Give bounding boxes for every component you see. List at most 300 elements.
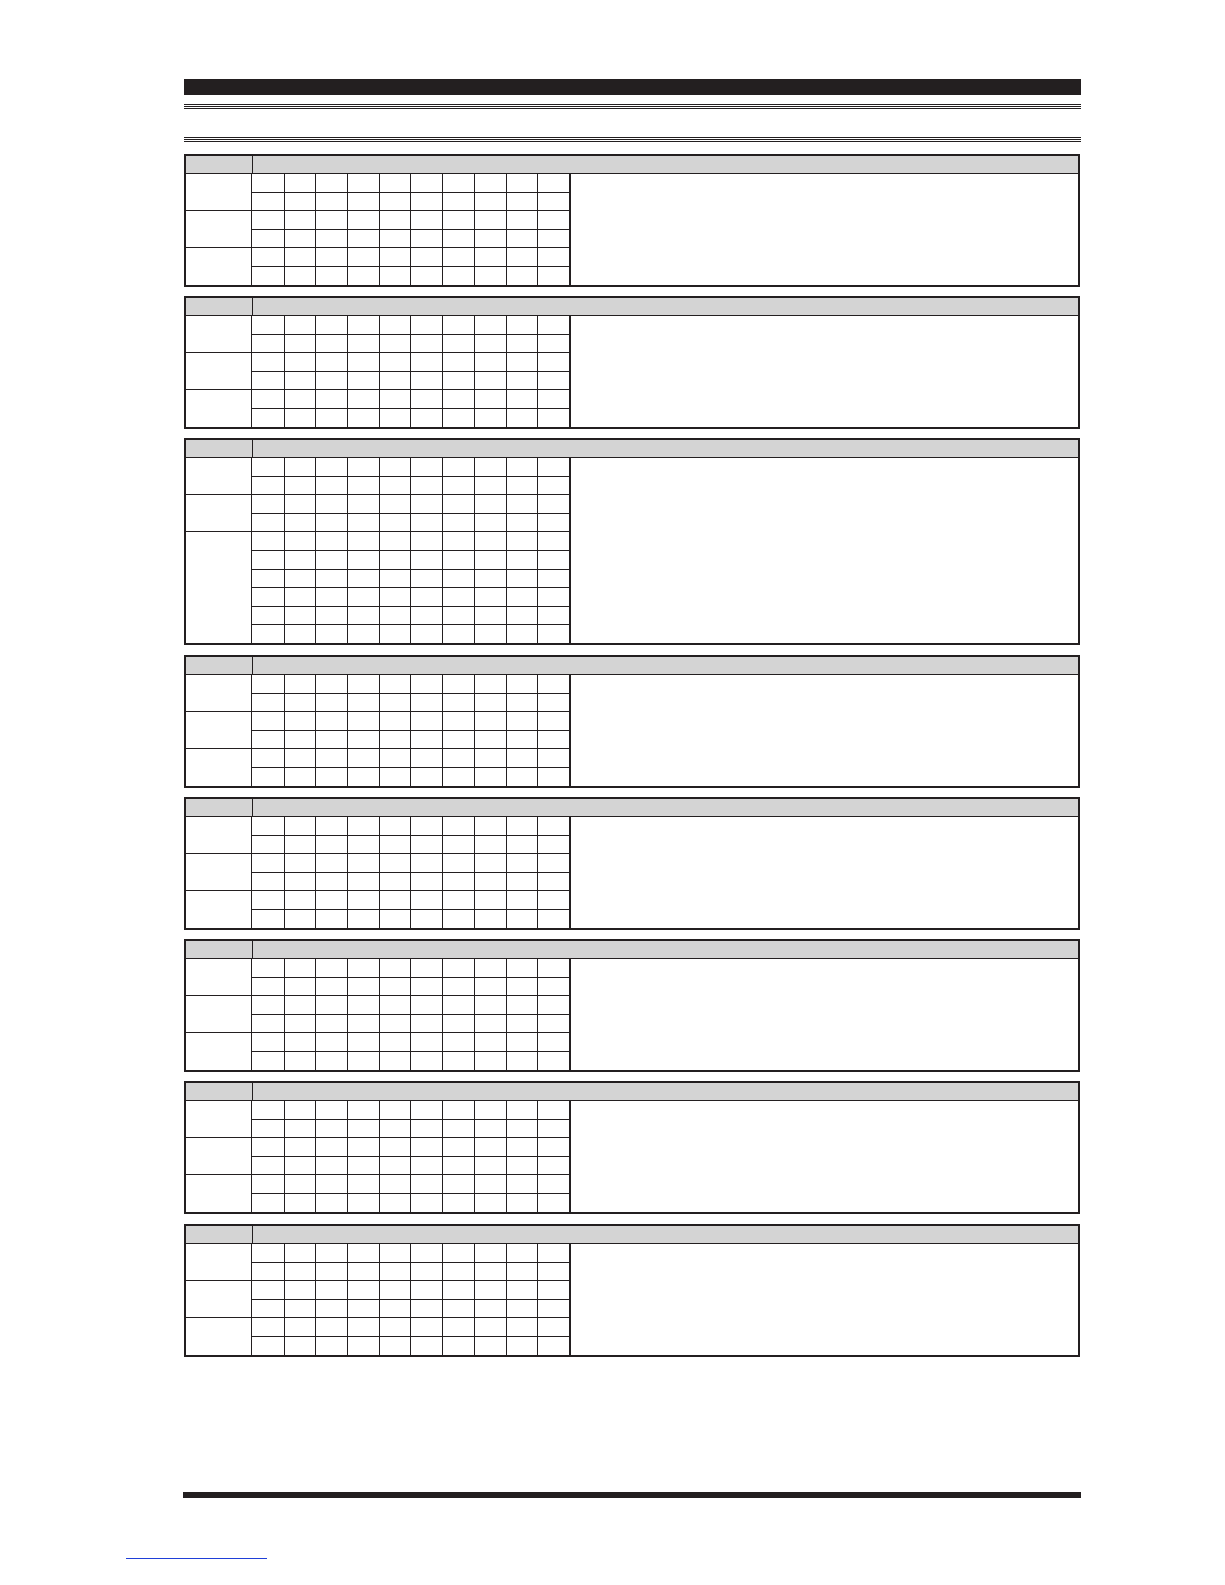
- character-cell[interactable]: [537, 174, 570, 193]
- character-cell[interactable]: [347, 694, 380, 713]
- character-cell[interactable]: [474, 606, 507, 625]
- character-cell[interactable]: [506, 1175, 539, 1194]
- character-cell[interactable]: [506, 267, 539, 286]
- character-cell[interactable]: [474, 267, 507, 286]
- character-cell[interactable]: [442, 625, 475, 644]
- character-cell[interactable]: [252, 836, 285, 855]
- character-cell[interactable]: [347, 458, 380, 477]
- character-cell[interactable]: [252, 514, 285, 533]
- character-cell[interactable]: [537, 353, 570, 372]
- character-cell[interactable]: [537, 316, 570, 335]
- character-cell[interactable]: [315, 211, 348, 230]
- character-cell[interactable]: [379, 588, 412, 607]
- character-cell[interactable]: [252, 193, 285, 212]
- character-cell[interactable]: [506, 353, 539, 372]
- character-cell[interactable]: [442, 588, 475, 607]
- character-cell[interactable]: [537, 749, 570, 768]
- character-cell[interactable]: [284, 817, 317, 836]
- character-cell[interactable]: [537, 712, 570, 731]
- character-cell[interactable]: [284, 996, 317, 1015]
- character-cell[interactable]: [506, 248, 539, 267]
- character-cell[interactable]: [284, 1318, 317, 1337]
- character-cell[interactable]: [315, 1175, 348, 1194]
- character-cell[interactable]: [315, 1244, 348, 1263]
- character-cell[interactable]: [537, 1300, 570, 1319]
- character-cell[interactable]: [347, 1244, 380, 1263]
- character-cell[interactable]: [411, 1281, 444, 1300]
- character-cell[interactable]: [442, 569, 475, 588]
- character-cell[interactable]: [411, 712, 444, 731]
- character-cell[interactable]: [474, 1052, 507, 1071]
- character-cell[interactable]: [379, 731, 412, 750]
- character-cell[interactable]: [347, 606, 380, 625]
- character-cell[interactable]: [284, 211, 317, 230]
- character-cell[interactable]: [506, 1033, 539, 1052]
- character-cell[interactable]: [252, 1015, 285, 1034]
- character-cell[interactable]: [474, 1120, 507, 1139]
- character-cell[interactable]: [315, 959, 348, 978]
- character-cell[interactable]: [379, 1157, 412, 1176]
- character-cell[interactable]: [537, 477, 570, 496]
- character-cell[interactable]: [347, 1157, 380, 1176]
- record-notes[interactable]: [570, 174, 1082, 285]
- character-cell[interactable]: [506, 1244, 539, 1263]
- character-cell[interactable]: [474, 409, 507, 428]
- character-cell[interactable]: [474, 817, 507, 836]
- character-cell[interactable]: [506, 174, 539, 193]
- character-cell[interactable]: [315, 514, 348, 533]
- character-cell[interactable]: [379, 606, 412, 625]
- character-cell[interactable]: [315, 353, 348, 372]
- character-cell[interactable]: [252, 248, 285, 267]
- character-cell[interactable]: [537, 551, 570, 570]
- character-cell[interactable]: [411, 1194, 444, 1213]
- character-cell[interactable]: [411, 749, 444, 768]
- character-cell[interactable]: [442, 174, 475, 193]
- character-cell[interactable]: [411, 372, 444, 391]
- character-cell[interactable]: [315, 1318, 348, 1337]
- character-cell[interactable]: [347, 1318, 380, 1337]
- character-cell[interactable]: [442, 458, 475, 477]
- character-cell[interactable]: [411, 211, 444, 230]
- character-cell[interactable]: [411, 996, 444, 1015]
- character-cell[interactable]: [379, 551, 412, 570]
- character-cell[interactable]: [537, 959, 570, 978]
- character-cell[interactable]: [442, 532, 475, 551]
- character-cell[interactable]: [442, 836, 475, 855]
- character-cell[interactable]: [474, 514, 507, 533]
- character-cell[interactable]: [474, 959, 507, 978]
- character-cell[interactable]: [252, 996, 285, 1015]
- character-cell[interactable]: [284, 267, 317, 286]
- character-cell[interactable]: [252, 1101, 285, 1120]
- character-cell[interactable]: [315, 569, 348, 588]
- character-cell[interactable]: [411, 959, 444, 978]
- character-cell[interactable]: [315, 588, 348, 607]
- character-cell[interactable]: [537, 495, 570, 514]
- character-cell[interactable]: [474, 174, 507, 193]
- character-cell[interactable]: [411, 1120, 444, 1139]
- character-cell[interactable]: [442, 1263, 475, 1282]
- character-cell[interactable]: [474, 1175, 507, 1194]
- character-cell[interactable]: [442, 712, 475, 731]
- character-cell[interactable]: [537, 1138, 570, 1157]
- character-cell[interactable]: [442, 1157, 475, 1176]
- character-cell[interactable]: [411, 316, 444, 335]
- character-cell[interactable]: [442, 694, 475, 713]
- character-cell[interactable]: [252, 1194, 285, 1213]
- character-cell[interactable]: [506, 477, 539, 496]
- character-cell[interactable]: [284, 230, 317, 249]
- character-cell[interactable]: [411, 1300, 444, 1319]
- character-cell[interactable]: [506, 606, 539, 625]
- character-cell[interactable]: [474, 1015, 507, 1034]
- character-cell[interactable]: [411, 817, 444, 836]
- character-cell[interactable]: [315, 675, 348, 694]
- character-cell[interactable]: [474, 1244, 507, 1263]
- character-cell[interactable]: [315, 458, 348, 477]
- character-cell[interactable]: [411, 873, 444, 892]
- character-cell[interactable]: [411, 569, 444, 588]
- character-cell[interactable]: [252, 731, 285, 750]
- character-cell[interactable]: [379, 1337, 412, 1356]
- character-cell[interactable]: [474, 353, 507, 372]
- character-cell[interactable]: [284, 372, 317, 391]
- character-cell[interactable]: [315, 1281, 348, 1300]
- character-cell[interactable]: [506, 1194, 539, 1213]
- character-cell[interactable]: [442, 514, 475, 533]
- footer-link[interactable]: [126, 1558, 267, 1559]
- character-cell[interactable]: [442, 1101, 475, 1120]
- character-cell[interactable]: [379, 817, 412, 836]
- character-cell[interactable]: [315, 1194, 348, 1213]
- character-cell[interactable]: [315, 694, 348, 713]
- character-cell[interactable]: [252, 211, 285, 230]
- character-cell[interactable]: [474, 458, 507, 477]
- character-cell[interactable]: [252, 569, 285, 588]
- character-cell[interactable]: [315, 532, 348, 551]
- character-cell[interactable]: [537, 230, 570, 249]
- character-cell[interactable]: [411, 532, 444, 551]
- record-notes[interactable]: [570, 1244, 1082, 1355]
- character-cell[interactable]: [537, 836, 570, 855]
- character-cell[interactable]: [442, 1052, 475, 1071]
- character-cell[interactable]: [474, 978, 507, 997]
- character-cell[interactable]: [252, 712, 285, 731]
- character-cell[interactable]: [252, 959, 285, 978]
- character-cell[interactable]: [315, 625, 348, 644]
- character-cell[interactable]: [284, 1120, 317, 1139]
- character-cell[interactable]: [252, 1318, 285, 1337]
- character-cell[interactable]: [315, 335, 348, 354]
- character-cell[interactable]: [442, 731, 475, 750]
- character-cell[interactable]: [379, 959, 412, 978]
- character-cell[interactable]: [537, 588, 570, 607]
- character-cell[interactable]: [474, 1194, 507, 1213]
- character-cell[interactable]: [252, 551, 285, 570]
- character-cell[interactable]: [379, 996, 412, 1015]
- character-cell[interactable]: [252, 749, 285, 768]
- character-cell[interactable]: [379, 316, 412, 335]
- character-cell[interactable]: [252, 588, 285, 607]
- character-cell[interactable]: [347, 768, 380, 787]
- character-cell[interactable]: [315, 1015, 348, 1034]
- character-cell[interactable]: [284, 174, 317, 193]
- character-cell[interactable]: [506, 211, 539, 230]
- character-cell[interactable]: [537, 514, 570, 533]
- character-cell[interactable]: [379, 1194, 412, 1213]
- character-cell[interactable]: [506, 836, 539, 855]
- character-cell[interactable]: [442, 959, 475, 978]
- character-cell[interactable]: [411, 514, 444, 533]
- character-cell[interactable]: [379, 495, 412, 514]
- character-cell[interactable]: [347, 1138, 380, 1157]
- character-cell[interactable]: [506, 978, 539, 997]
- character-cell[interactable]: [537, 409, 570, 428]
- character-cell[interactable]: [347, 248, 380, 267]
- character-cell[interactable]: [506, 712, 539, 731]
- character-cell[interactable]: [284, 1281, 317, 1300]
- character-cell[interactable]: [347, 836, 380, 855]
- character-cell[interactable]: [315, 372, 348, 391]
- character-cell[interactable]: [379, 910, 412, 929]
- character-cell[interactable]: [537, 1052, 570, 1071]
- character-cell[interactable]: [537, 873, 570, 892]
- character-cell[interactable]: [474, 675, 507, 694]
- character-cell[interactable]: [474, 211, 507, 230]
- character-cell[interactable]: [506, 1052, 539, 1071]
- record-notes[interactable]: [570, 959, 1082, 1070]
- character-cell[interactable]: [442, 1175, 475, 1194]
- character-cell[interactable]: [506, 625, 539, 644]
- character-cell[interactable]: [252, 458, 285, 477]
- character-cell[interactable]: [284, 1101, 317, 1120]
- character-cell[interactable]: [442, 193, 475, 212]
- character-cell[interactable]: [379, 1244, 412, 1263]
- character-cell[interactable]: [506, 1300, 539, 1319]
- character-cell[interactable]: [347, 532, 380, 551]
- character-cell[interactable]: [315, 891, 348, 910]
- character-cell[interactable]: [474, 694, 507, 713]
- character-cell[interactable]: [537, 817, 570, 836]
- character-cell[interactable]: [474, 390, 507, 409]
- character-cell[interactable]: [252, 625, 285, 644]
- character-cell[interactable]: [442, 675, 475, 694]
- character-cell[interactable]: [315, 836, 348, 855]
- character-cell[interactable]: [474, 1033, 507, 1052]
- character-cell[interactable]: [474, 1263, 507, 1282]
- character-cell[interactable]: [411, 854, 444, 873]
- character-cell[interactable]: [315, 1120, 348, 1139]
- character-cell[interactable]: [347, 316, 380, 335]
- character-cell[interactable]: [411, 1175, 444, 1194]
- character-cell[interactable]: [284, 1337, 317, 1356]
- character-cell[interactable]: [252, 1157, 285, 1176]
- character-cell[interactable]: [506, 910, 539, 929]
- character-cell[interactable]: [474, 910, 507, 929]
- character-cell[interactable]: [379, 477, 412, 496]
- character-cell[interactable]: [474, 625, 507, 644]
- character-cell[interactable]: [252, 675, 285, 694]
- character-cell[interactable]: [284, 335, 317, 354]
- character-cell[interactable]: [284, 1244, 317, 1263]
- character-cell[interactable]: [537, 532, 570, 551]
- character-cell[interactable]: [252, 1263, 285, 1282]
- character-cell[interactable]: [315, 193, 348, 212]
- character-cell[interactable]: [379, 569, 412, 588]
- character-cell[interactable]: [252, 316, 285, 335]
- character-cell[interactable]: [284, 1300, 317, 1319]
- character-cell[interactable]: [252, 1337, 285, 1356]
- character-cell[interactable]: [442, 551, 475, 570]
- character-cell[interactable]: [315, 1300, 348, 1319]
- character-cell[interactable]: [537, 606, 570, 625]
- character-cell[interactable]: [379, 532, 412, 551]
- character-cell[interactable]: [252, 854, 285, 873]
- character-cell[interactable]: [379, 230, 412, 249]
- character-cell[interactable]: [474, 532, 507, 551]
- character-cell[interactable]: [537, 891, 570, 910]
- character-cell[interactable]: [506, 390, 539, 409]
- character-cell[interactable]: [284, 569, 317, 588]
- character-cell[interactable]: [284, 606, 317, 625]
- character-cell[interactable]: [506, 372, 539, 391]
- character-cell[interactable]: [474, 1337, 507, 1356]
- character-cell[interactable]: [506, 1015, 539, 1034]
- character-cell[interactable]: [442, 1120, 475, 1139]
- character-cell[interactable]: [347, 1281, 380, 1300]
- character-cell[interactable]: [252, 390, 285, 409]
- character-cell[interactable]: [474, 891, 507, 910]
- character-cell[interactable]: [284, 458, 317, 477]
- character-cell[interactable]: [284, 959, 317, 978]
- character-cell[interactable]: [474, 1281, 507, 1300]
- character-cell[interactable]: [506, 551, 539, 570]
- character-cell[interactable]: [506, 873, 539, 892]
- character-cell[interactable]: [537, 1157, 570, 1176]
- character-cell[interactable]: [284, 409, 317, 428]
- character-cell[interactable]: [474, 873, 507, 892]
- character-cell[interactable]: [411, 248, 444, 267]
- character-cell[interactable]: [474, 372, 507, 391]
- character-cell[interactable]: [411, 694, 444, 713]
- character-cell[interactable]: [315, 731, 348, 750]
- character-cell[interactable]: [442, 978, 475, 997]
- character-cell[interactable]: [442, 1244, 475, 1263]
- character-cell[interactable]: [506, 891, 539, 910]
- character-cell[interactable]: [315, 712, 348, 731]
- character-cell[interactable]: [442, 409, 475, 428]
- character-cell[interactable]: [252, 372, 285, 391]
- character-cell[interactable]: [506, 458, 539, 477]
- character-cell[interactable]: [284, 873, 317, 892]
- character-cell[interactable]: [315, 409, 348, 428]
- character-cell[interactable]: [506, 1281, 539, 1300]
- character-cell[interactable]: [284, 532, 317, 551]
- character-cell[interactable]: [284, 910, 317, 929]
- character-cell[interactable]: [379, 1138, 412, 1157]
- character-cell[interactable]: [506, 193, 539, 212]
- character-cell[interactable]: [315, 230, 348, 249]
- character-cell[interactable]: [411, 1138, 444, 1157]
- character-cell[interactable]: [379, 1318, 412, 1337]
- character-cell[interactable]: [347, 477, 380, 496]
- record-notes[interactable]: [570, 458, 1082, 643]
- character-cell[interactable]: [315, 390, 348, 409]
- character-cell[interactable]: [411, 1337, 444, 1356]
- character-cell[interactable]: [284, 891, 317, 910]
- character-cell[interactable]: [379, 625, 412, 644]
- character-cell[interactable]: [474, 1300, 507, 1319]
- character-cell[interactable]: [411, 910, 444, 929]
- character-cell[interactable]: [379, 768, 412, 787]
- character-cell[interactable]: [442, 1337, 475, 1356]
- character-cell[interactable]: [315, 978, 348, 997]
- character-cell[interactable]: [252, 1281, 285, 1300]
- character-cell[interactable]: [537, 1244, 570, 1263]
- character-cell[interactable]: [315, 996, 348, 1015]
- character-cell[interactable]: [474, 749, 507, 768]
- character-cell[interactable]: [506, 1120, 539, 1139]
- character-cell[interactable]: [411, 495, 444, 514]
- character-cell[interactable]: [411, 1101, 444, 1120]
- character-cell[interactable]: [347, 817, 380, 836]
- character-cell[interactable]: [284, 731, 317, 750]
- character-cell[interactable]: [347, 514, 380, 533]
- character-cell[interactable]: [442, 817, 475, 836]
- character-cell[interactable]: [474, 768, 507, 787]
- character-cell[interactable]: [379, 836, 412, 855]
- character-cell[interactable]: [252, 891, 285, 910]
- character-cell[interactable]: [347, 712, 380, 731]
- character-cell[interactable]: [347, 267, 380, 286]
- character-cell[interactable]: [379, 1281, 412, 1300]
- character-cell[interactable]: [506, 514, 539, 533]
- character-cell[interactable]: [411, 174, 444, 193]
- character-cell[interactable]: [537, 910, 570, 929]
- character-cell[interactable]: [284, 248, 317, 267]
- character-cell[interactable]: [379, 1015, 412, 1034]
- character-cell[interactable]: [252, 873, 285, 892]
- character-cell[interactable]: [442, 873, 475, 892]
- character-cell[interactable]: [284, 551, 317, 570]
- character-cell[interactable]: [347, 372, 380, 391]
- character-cell[interactable]: [442, 335, 475, 354]
- character-cell[interactable]: [442, 230, 475, 249]
- character-cell[interactable]: [442, 910, 475, 929]
- character-cell[interactable]: [252, 1138, 285, 1157]
- character-cell[interactable]: [347, 978, 380, 997]
- character-cell[interactable]: [347, 910, 380, 929]
- character-cell[interactable]: [506, 959, 539, 978]
- character-cell[interactable]: [474, 1138, 507, 1157]
- character-cell[interactable]: [411, 606, 444, 625]
- character-cell[interactable]: [347, 749, 380, 768]
- character-cell[interactable]: [506, 532, 539, 551]
- character-cell[interactable]: [379, 1120, 412, 1139]
- character-cell[interactable]: [537, 1120, 570, 1139]
- character-cell[interactable]: [315, 174, 348, 193]
- character-cell[interactable]: [537, 1033, 570, 1052]
- character-cell[interactable]: [506, 1157, 539, 1176]
- character-cell[interactable]: [252, 910, 285, 929]
- character-cell[interactable]: [474, 1101, 507, 1120]
- character-cell[interactable]: [537, 1318, 570, 1337]
- character-cell[interactable]: [347, 873, 380, 892]
- character-cell[interactable]: [442, 1300, 475, 1319]
- character-cell[interactable]: [315, 495, 348, 514]
- character-cell[interactable]: [474, 1157, 507, 1176]
